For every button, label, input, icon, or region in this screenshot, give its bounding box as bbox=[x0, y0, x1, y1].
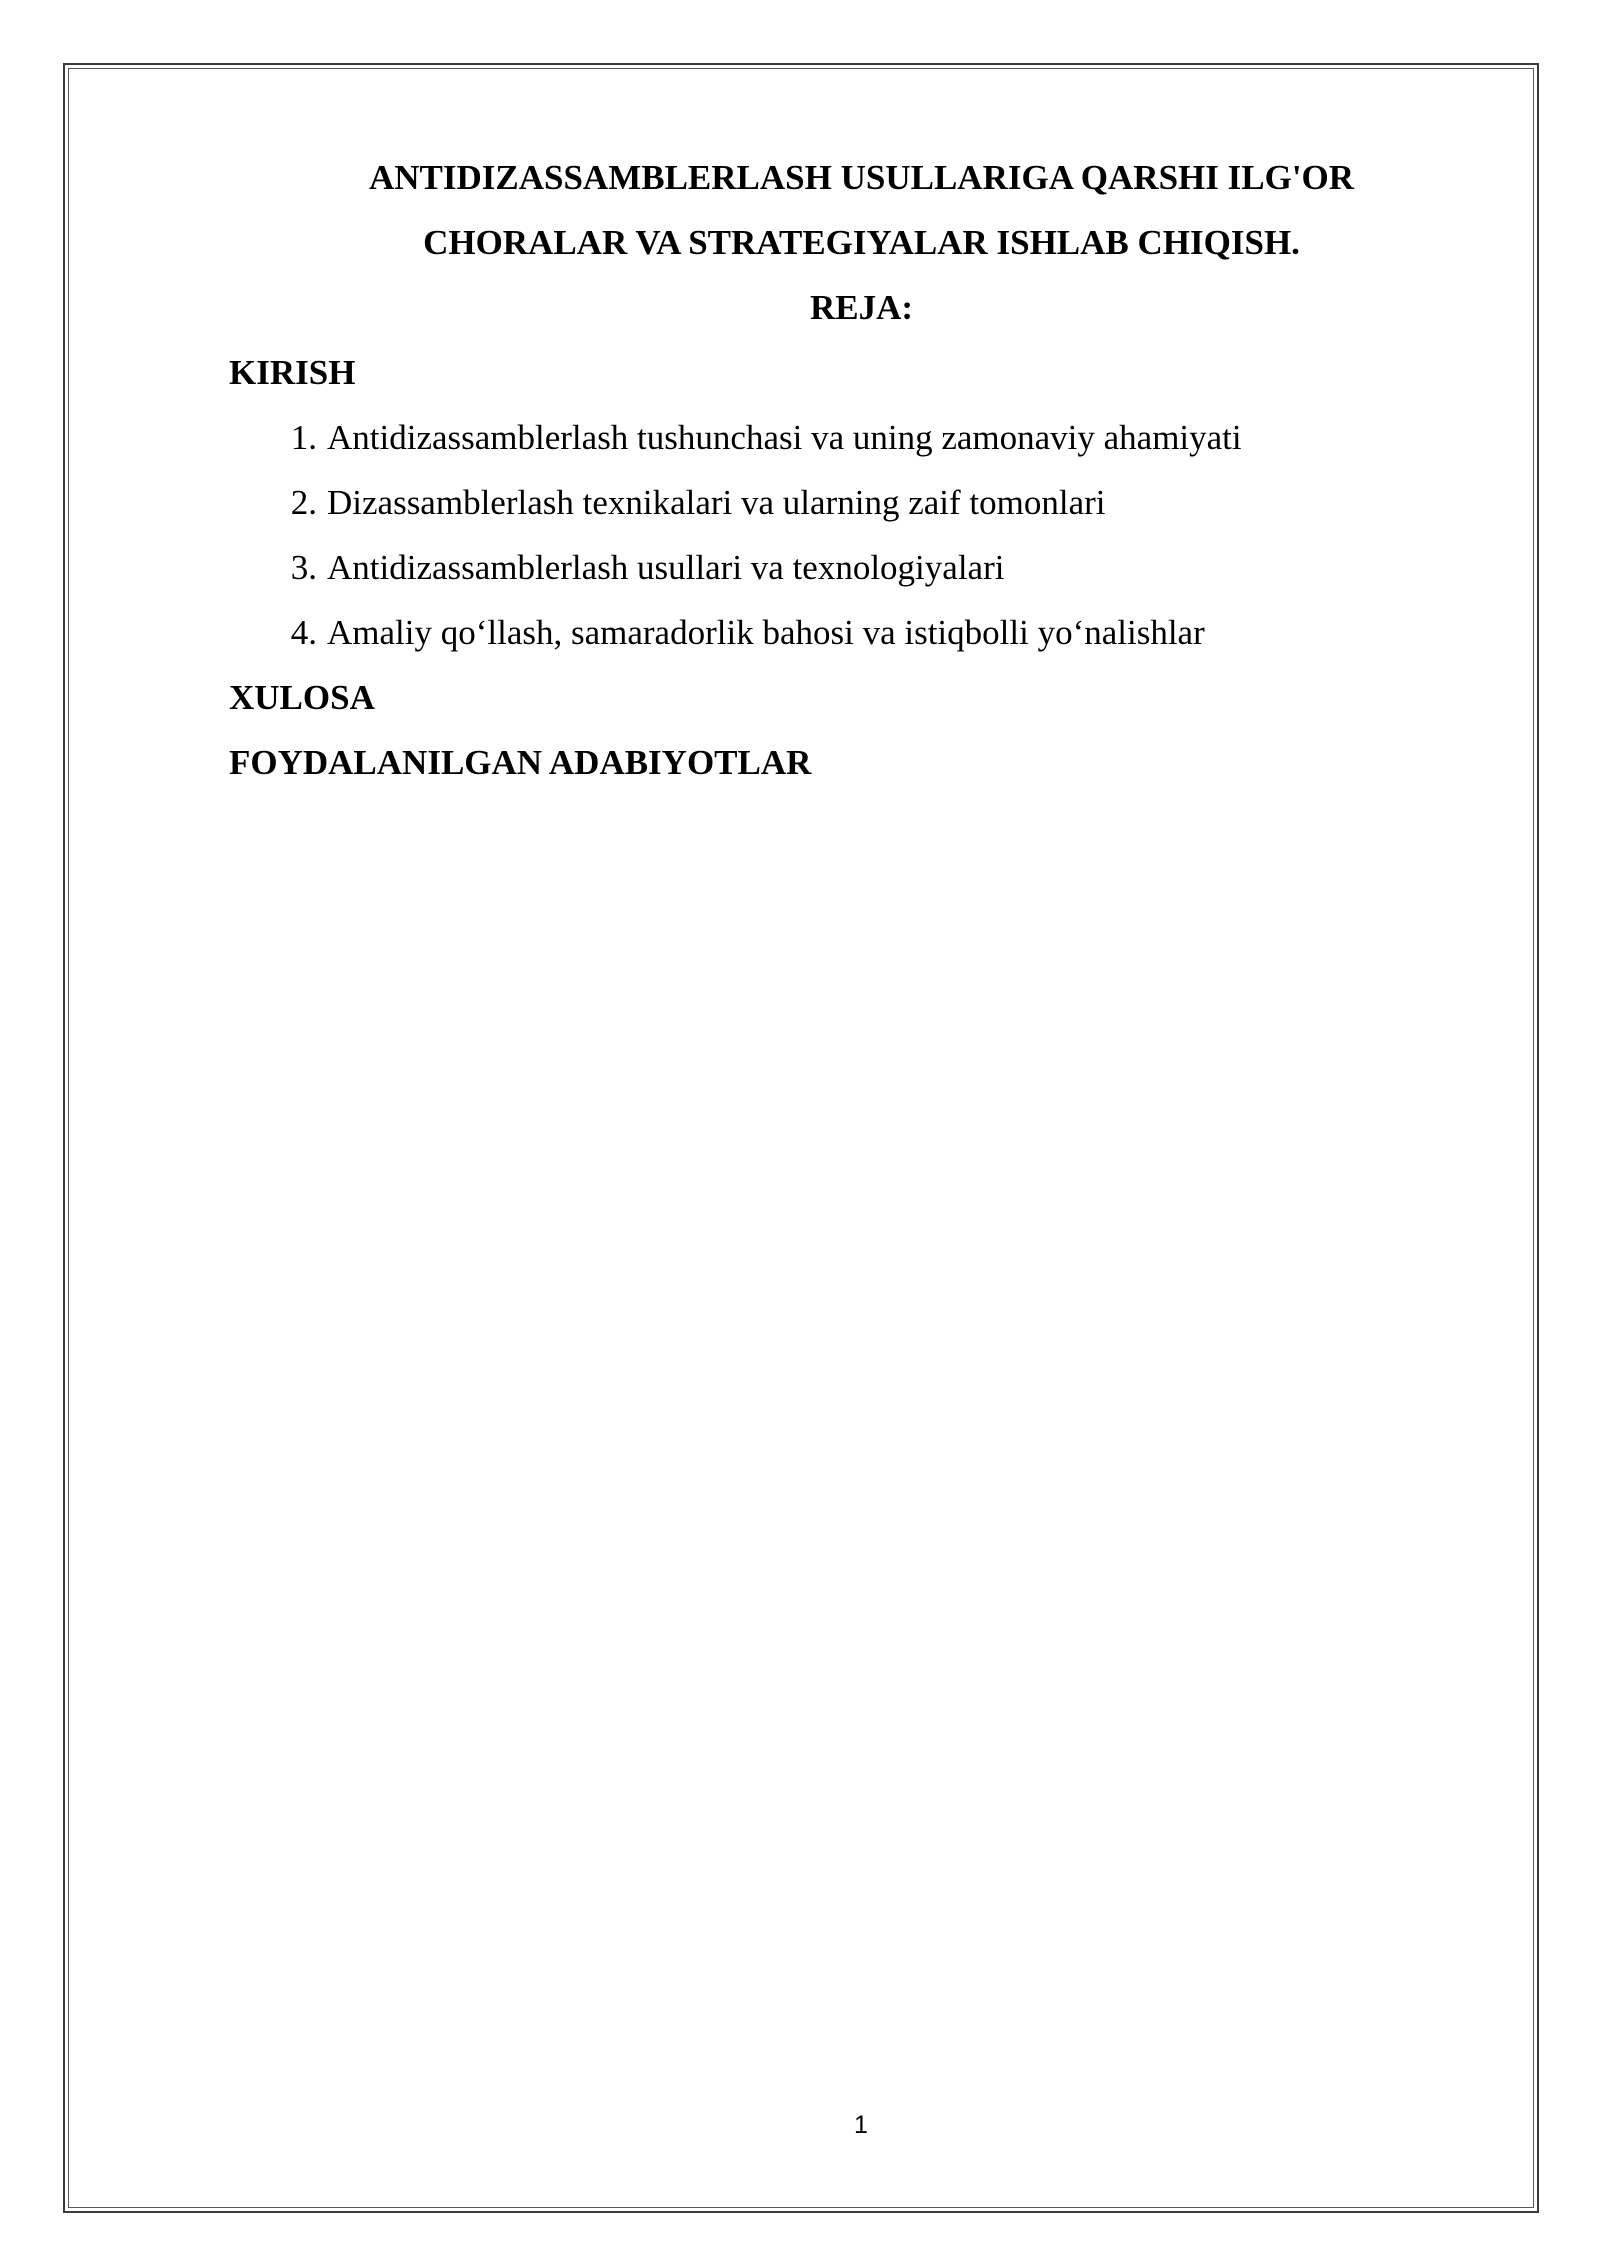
plan-item-number: 3. bbox=[290, 548, 317, 587]
page-number: 1 bbox=[854, 2111, 868, 2139]
plan-item-number: 4. bbox=[290, 613, 317, 652]
plan-item-text: Amaliy qo‘llash, samaradorlik bahosi va istiqbolli yo‘nalishlar bbox=[327, 613, 1205, 652]
plan-item-number: 2. bbox=[290, 483, 317, 522]
plan-heading: REJA: bbox=[809, 288, 914, 327]
plan-item-text: Antidizassamblerlash usullari va texnologiyalari bbox=[327, 548, 1005, 587]
plan-item-number: 1. bbox=[290, 418, 317, 457]
plan-item-text: Antidizassamblerlash tushunchasi va uning zamonaviy ahamiyati bbox=[327, 418, 1242, 457]
document-title-line-2: CHORALAR VA STRATEGIYALAR ISHLAB CHIQISH. bbox=[423, 223, 1300, 262]
document-title-line-1: ANTIDIZASSAMBLERLASH USULLARIGA QARSHI ILG'OR bbox=[368, 158, 1355, 197]
references-heading: FOYDALANILGAN ADABIYOTLAR bbox=[229, 743, 812, 782]
intro-heading: KIRISH bbox=[229, 353, 356, 392]
conclusion-heading: XULOSA bbox=[229, 678, 375, 717]
plan-item-text: Dizassamblerlash texnikalari va ularning zaif tomonlari bbox=[327, 483, 1106, 522]
